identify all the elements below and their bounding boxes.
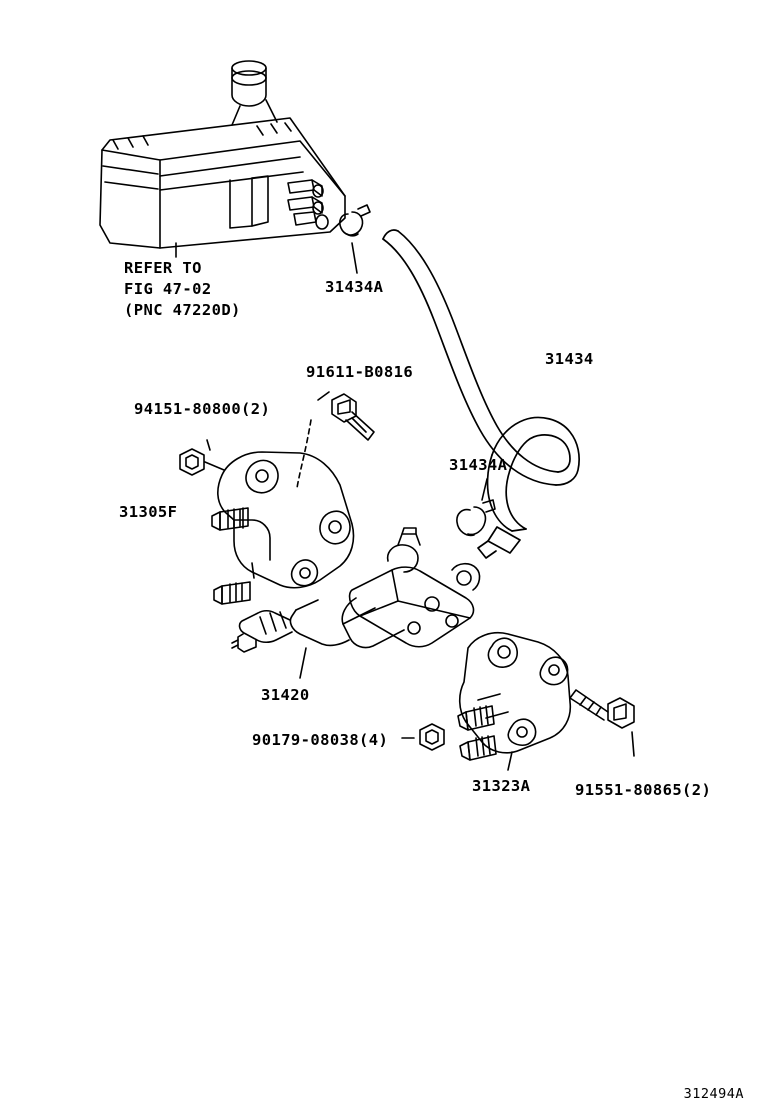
pedal-support-bracket	[458, 633, 570, 760]
nut-90179-08038	[420, 724, 444, 750]
callout-90179-08038: 90179-08038(4)	[252, 731, 389, 749]
refer-line-3: (PNC 47220D)	[124, 301, 241, 319]
callout-91551-80865: 91551-80865(2)	[575, 781, 712, 799]
callout-94151-80800: 94151-80800(2)	[134, 400, 271, 418]
callout-31420: 31420	[261, 686, 310, 704]
leader-91551	[632, 732, 634, 756]
bolt-91551-80865	[570, 690, 634, 728]
callout-31305f: 31305F	[119, 503, 178, 521]
reservoir-ports	[288, 180, 328, 229]
callout-31323a: 31323A	[472, 777, 531, 795]
refer-line-2: FIG 47-02	[124, 280, 212, 298]
leader-94151	[207, 440, 210, 450]
callout-31434: 31434	[545, 350, 594, 368]
clutch-master-cylinder	[232, 528, 480, 652]
callout-91611-b0816: 91611-B0816	[306, 363, 414, 381]
leader-31323a	[508, 752, 512, 770]
hose-clamp-mid	[457, 500, 495, 535]
bolt-91611-b0816	[332, 394, 374, 440]
leader-31434a-top	[352, 243, 357, 273]
leader-94151-2	[205, 462, 224, 470]
callout-refer-to-fig	[124, 258, 241, 321]
nut-94151-80800	[180, 449, 204, 475]
leader-31420	[300, 648, 306, 678]
refer-line-1: REFER TO	[124, 259, 202, 277]
reservoir-body	[100, 118, 345, 248]
callout-31434a-top: 31434A	[325, 278, 384, 296]
master-cylinder-bracket	[212, 452, 354, 604]
reservoir-filler-neck	[232, 61, 277, 125]
figure-code: 312494A	[683, 1086, 744, 1102]
callout-31434a-mid: 31434A	[449, 456, 508, 474]
leader-91611	[318, 392, 329, 400]
leader-31434a-mid	[482, 479, 487, 500]
